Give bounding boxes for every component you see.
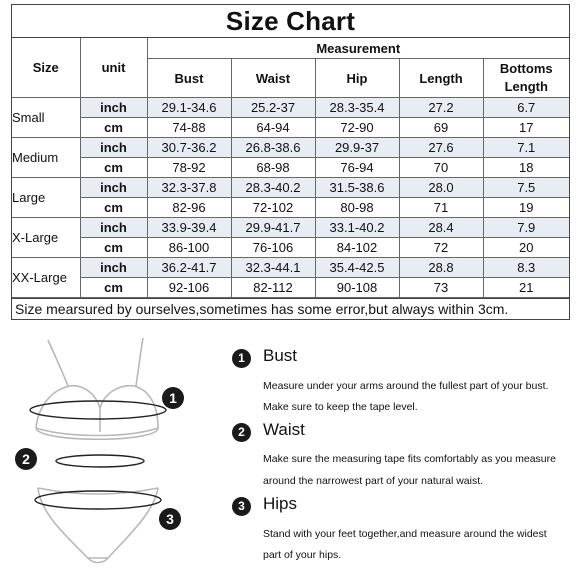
size-row-inch xyxy=(12,98,569,118)
step-3-badge: 3 xyxy=(232,497,251,516)
value-cell: 27.2 xyxy=(399,98,483,118)
step-1-line-1: Measure under your arms around the fullest part of your bust. xyxy=(263,380,549,392)
value-cell: 6.7 xyxy=(483,98,569,118)
value-cell: 36.2-41.7 xyxy=(147,258,231,278)
value-cell: 33.1-40.2 xyxy=(315,218,399,238)
value-cell: 82-112 xyxy=(231,278,315,298)
waist-tape xyxy=(56,455,144,467)
value-cell: 80-98 xyxy=(315,198,399,218)
marker-1-label: 1 xyxy=(169,390,177,406)
value-cell: 73 xyxy=(399,278,483,298)
value-cell: 84-102 xyxy=(315,238,399,258)
size-row-cm xyxy=(12,278,569,298)
unit-cell: cm xyxy=(80,118,147,138)
size-name: X-Large xyxy=(12,218,80,258)
value-cell: 86-100 xyxy=(147,238,231,258)
marker-2 xyxy=(15,448,37,470)
header-size: Size xyxy=(12,38,80,98)
size-row-inch xyxy=(12,138,569,158)
size-name: Medium xyxy=(12,138,80,178)
value-cell: 26.8-38.6 xyxy=(231,138,315,158)
value-cell: 7.9 xyxy=(483,218,569,238)
value-cell: 25.2-37 xyxy=(231,98,315,118)
header-waist: Waist xyxy=(231,59,315,98)
size-name: XX-Large xyxy=(12,258,80,298)
value-cell: 31.5-38.6 xyxy=(315,178,399,198)
step-2-line-2: around the narrowest part of your natural waist. xyxy=(263,475,484,487)
marker-2-label: 2 xyxy=(22,451,30,467)
value-cell: 71 xyxy=(399,198,483,218)
size-chart xyxy=(11,4,570,320)
size-name: Large xyxy=(12,178,80,218)
header-bust: Bust xyxy=(147,59,231,98)
value-cell: 32.3-44.1 xyxy=(231,258,315,278)
size-row-cm xyxy=(12,198,569,218)
value-cell: 28.8 xyxy=(399,258,483,278)
value-cell: 28.0 xyxy=(399,178,483,198)
value-cell: 7.1 xyxy=(483,138,569,158)
value-cell: 82-96 xyxy=(147,198,231,218)
value-cell: 18 xyxy=(483,158,569,178)
value-cell: 20 xyxy=(483,238,569,258)
step-2-badge: 2 xyxy=(232,423,251,442)
marker-3-label: 3 xyxy=(166,511,174,527)
size-row-cm xyxy=(12,238,569,258)
step-1-badge: 1 xyxy=(232,349,251,368)
panty-outline xyxy=(38,488,158,563)
step-2-line-1: Make sure the measuring tape fits comfortably as you measure xyxy=(263,453,556,465)
value-cell: 72-90 xyxy=(315,118,399,138)
value-cell: 28.3-35.4 xyxy=(315,98,399,118)
size-row-inch xyxy=(12,258,569,278)
value-cell: 33.9-39.4 xyxy=(147,218,231,238)
value-cell: 74-88 xyxy=(147,118,231,138)
step-1-title: Bust xyxy=(263,346,298,365)
value-cell: 90-108 xyxy=(315,278,399,298)
value-cell: 29.1-34.6 xyxy=(147,98,231,118)
value-cell: 78-92 xyxy=(147,158,231,178)
value-cell: 28.4 xyxy=(399,218,483,238)
unit-cell: inch xyxy=(80,98,147,118)
unit-cell: inch xyxy=(80,258,147,278)
value-cell: 21 xyxy=(483,278,569,298)
marker-3 xyxy=(159,508,181,530)
value-cell: 29.9-41.7 xyxy=(231,218,315,238)
value-cell: 17 xyxy=(483,118,569,138)
unit-cell: cm xyxy=(80,238,147,258)
step-3-line-1: Stand with your feet together,and measure around the widest xyxy=(263,528,547,540)
header-hip: Hip xyxy=(315,59,399,98)
value-cell: 70 xyxy=(399,158,483,178)
value-cell: 64-94 xyxy=(231,118,315,138)
step-1-line-2: Make sure to keep the tape level. xyxy=(263,401,418,413)
value-cell: 72 xyxy=(399,238,483,258)
header-bottoms-length: Bottoms Length xyxy=(483,59,569,98)
size-table xyxy=(12,38,569,298)
value-cell: 19 xyxy=(483,198,569,218)
step-2-title: Waist xyxy=(263,420,305,439)
unit-cell: cm xyxy=(80,198,147,218)
body-measurement-figure xyxy=(8,328,218,578)
unit-cell: inch xyxy=(80,218,147,238)
step-3-title: Hips xyxy=(263,494,298,513)
step-3-line-2: part of your hips. xyxy=(263,549,342,561)
size-row-cm xyxy=(12,118,569,138)
size-row-cm xyxy=(12,158,569,178)
value-cell: 28.3-40.2 xyxy=(231,178,315,198)
unit-cell: cm xyxy=(80,158,147,178)
chart-title: Size Chart xyxy=(12,5,569,38)
value-cell: 32.3-37.8 xyxy=(147,178,231,198)
value-cell: 68-98 xyxy=(231,158,315,178)
size-name: Small xyxy=(12,98,80,138)
header-measurement: Measurement xyxy=(147,38,569,59)
value-cell: 29.9-37 xyxy=(315,138,399,158)
value-cell: 76-94 xyxy=(315,158,399,178)
header-length: Length xyxy=(399,59,483,98)
unit-cell: inch xyxy=(80,138,147,158)
bra-outline xyxy=(36,338,158,439)
value-cell: 35.4-42.5 xyxy=(315,258,399,278)
size-note: Size mearsured by ourselves,sometimes has some error,but always within 3cm. xyxy=(12,298,569,319)
value-cell: 69 xyxy=(399,118,483,138)
marker-1 xyxy=(162,387,184,409)
unit-cell: inch xyxy=(80,178,147,198)
size-row-inch xyxy=(12,218,569,238)
value-cell: 76-106 xyxy=(231,238,315,258)
value-cell: 30.7-36.2 xyxy=(147,138,231,158)
header-unit: unit xyxy=(80,38,147,98)
value-cell: 7.5 xyxy=(483,178,569,198)
size-row-inch xyxy=(12,178,569,198)
unit-cell: cm xyxy=(80,278,147,298)
value-cell: 92-106 xyxy=(147,278,231,298)
value-cell: 72-102 xyxy=(231,198,315,218)
value-cell: 8.3 xyxy=(483,258,569,278)
value-cell: 27.6 xyxy=(399,138,483,158)
